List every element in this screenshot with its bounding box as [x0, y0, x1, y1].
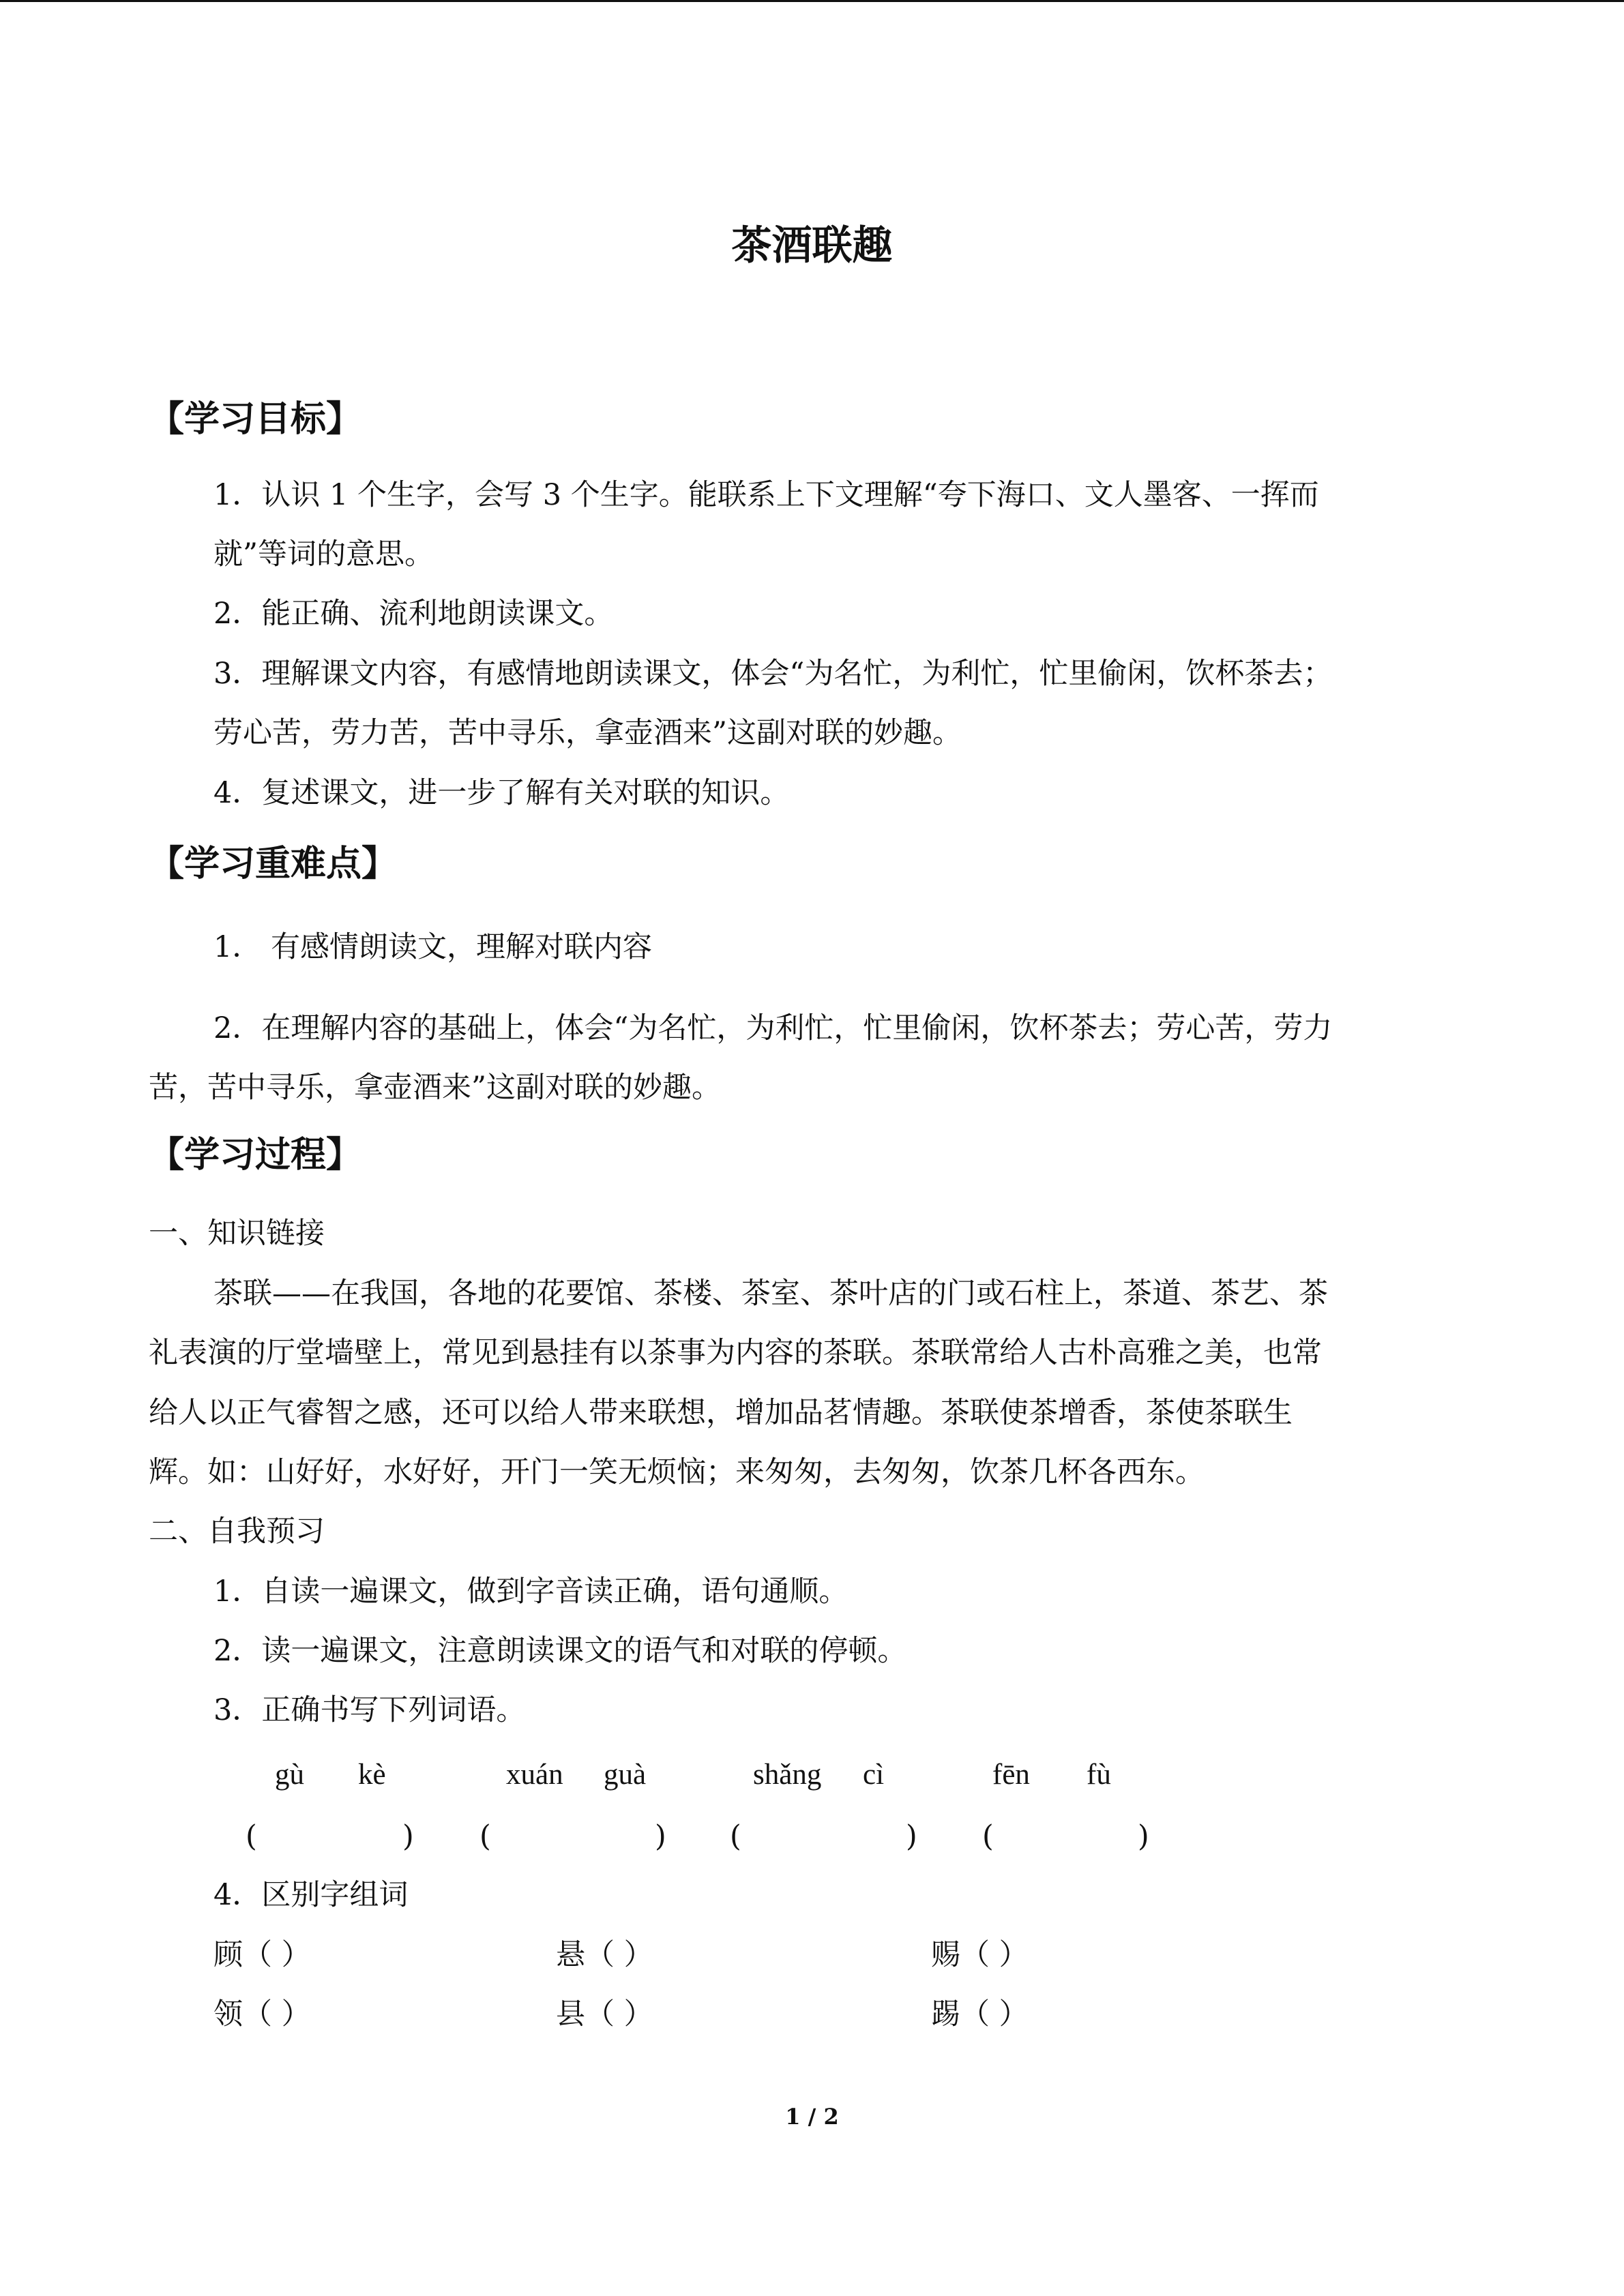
goal-2: 2．能正确、流利地朗读课文。 [213, 597, 614, 631]
pinyin-shang: shǎng [753, 1759, 822, 1791]
goal-3-line-2: 劳心苦，劳力苦，苦中寻乐，拿壶酒来”这副对联的妙趣。 [213, 716, 962, 750]
section-heading-process: 【学习过程】 [149, 1134, 362, 1176]
compare-item-ti: 踢（ ） [931, 1997, 1029, 2031]
preview-task-4: 4．区别字组词 [213, 1878, 409, 1912]
preview-task-1: 1．自读一遍课文，做到字音读正确，语句通顺。 [213, 1575, 848, 1609]
compare-item-ling: 领（ ） [213, 1997, 311, 2031]
pinyin-ci: cì [863, 1759, 885, 1791]
blank-1-close: ) [402, 1819, 414, 1853]
blank-3-close: ) [906, 1819, 917, 1853]
top-border [0, 0, 1624, 2]
pinyin-fu: fù [1087, 1759, 1111, 1791]
section-heading-goals: 【学习目标】 [149, 398, 362, 440]
blank-1-open: ( [246, 1819, 257, 1853]
preview-task-3: 3．正确书写下列词语。 [213, 1693, 526, 1727]
difficulty-2-line-2: 苦，苦中寻乐，拿壶酒来”这副对联的妙趣。 [149, 1071, 721, 1105]
goal-1-line-1: 1．认识 1 个生字，会写 3 个生字。能联系上下文理解“夸下海口、文人墨客、一挥而 [213, 478, 1319, 512]
blank-4-open: ( [982, 1819, 994, 1853]
difficulty-2-line-1: 2．在理解内容的基础上，体会“为名忙，为利忙，忙里偷闲，饮杯茶去；劳心苦，劳力 [213, 1011, 1333, 1045]
preview-task-2: 2．读一遍课文，注意朗读课文的语气和对联的停顿。 [213, 1634, 907, 1668]
goal-4: 4．复述课文，进一步了解有关对联的知识。 [213, 776, 790, 810]
page-number: 1 / 2 [785, 2104, 839, 2130]
compare-item-gu: 顾（ ） [213, 1938, 311, 1972]
knowledge-paragraph-line-3: 给人以正气睿智之感，还可以给人带来联想，增加品茗情趣。茶联使茶增香，茶使茶联生 [149, 1396, 1293, 1430]
pinyin-xuan: xuán [506, 1759, 563, 1791]
compare-item-xian: 县（ ） [556, 1997, 653, 2031]
pinyin-ke: kè [358, 1759, 386, 1791]
knowledge-paragraph-line-2: 礼表演的厅堂墙壁上，常见到悬挂有以茶事为内容的茶联。茶联常给人古朴高雅之美，也常 [149, 1336, 1322, 1370]
blank-2-open: ( [479, 1819, 491, 1853]
blank-3-open: ( [730, 1819, 741, 1853]
compare-item-ci: 赐（ ） [931, 1938, 1029, 1972]
goal-3-line-1: 3．理解课文内容，有感情地朗读课文，体会“为名忙，为利忙，忙里偷闲，饮杯茶去； [213, 657, 1333, 691]
blank-2-close: ) [655, 1819, 666, 1853]
section-heading-difficulties: 【学习重难点】 [149, 843, 398, 884]
blank-4-close: ) [1138, 1819, 1149, 1853]
pinyin-gua: guà [604, 1759, 647, 1791]
knowledge-link-heading: 一、知识链接 [149, 1217, 325, 1251]
pinyin-gu: gù [275, 1759, 304, 1791]
knowledge-paragraph-line-1: 茶联——在我国，各地的花要馆、茶楼、茶室、茶叶店的门或石柱上，茶道、茶艺、茶 [213, 1277, 1328, 1311]
difficulty-1: 1． 有感情朗读文，理解对联内容 [213, 930, 653, 964]
knowledge-paragraph-line-4: 辉。如：山好好，水好好，开门一笑无烦恼；来匆匆，去匆匆，饮茶几杯各西东。 [149, 1455, 1205, 1489]
goal-1-line-2: 就”等词的意思。 [213, 537, 434, 571]
page-title: 茶酒联趣 [731, 222, 893, 269]
self-preview-heading: 二、自我预习 [149, 1515, 325, 1549]
pinyin-fen: fēn [992, 1759, 1030, 1791]
compare-item-xuan: 悬（ ） [556, 1938, 653, 1972]
